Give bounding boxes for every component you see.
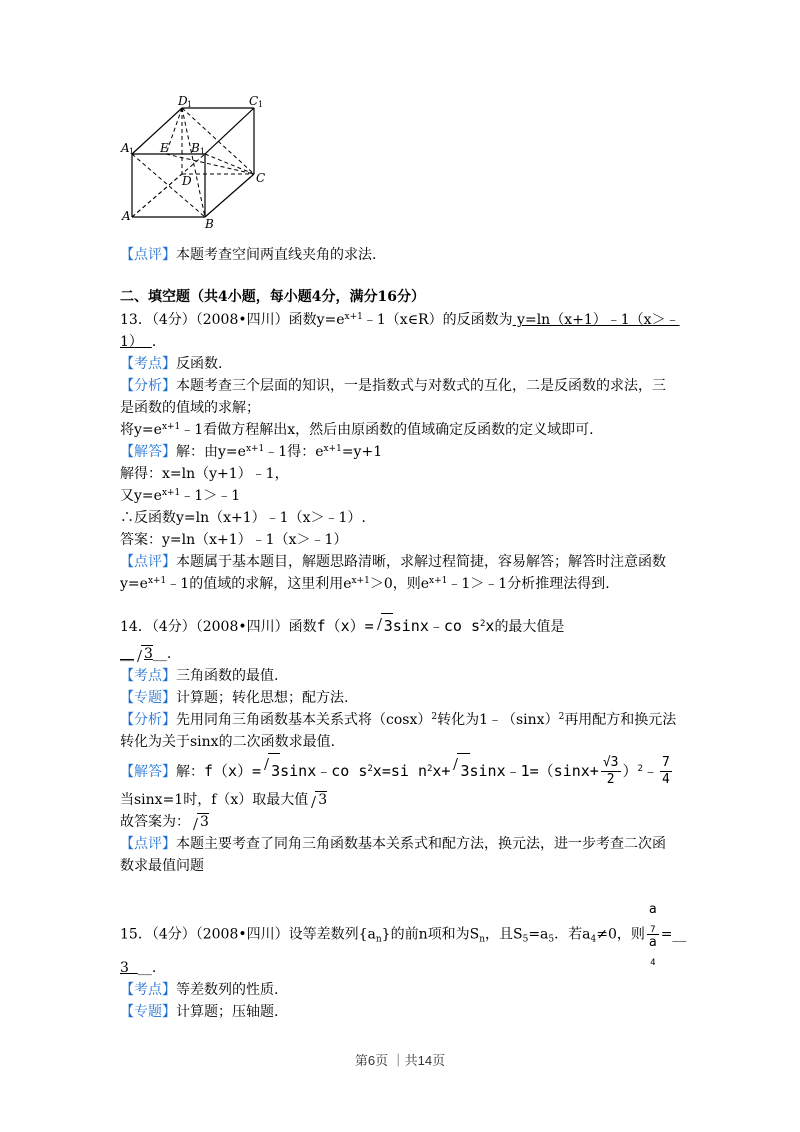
q14-kaodian: 【考点】三角函数的最值. [120, 668, 279, 684]
q15-kaodian: 【考点】等差数列的性质. [120, 982, 279, 998]
svg-text:1: 1 [129, 147, 135, 156]
page-footer: 第6页 ｜共14页 [354, 1053, 446, 1068]
q15-stem: 15．（4分）（2008•四川）设等差数列$\{a_n\}$的前n项和为$S_n$，且$S_5=a_5$．若$a_4\ne 0$，则 a $_7$ a $_4$ =__ [120, 902, 687, 968]
label-d: D [182, 174, 192, 188]
q13-dianping: 【点评】本题属于基本题目，解题思路清晰，求解过程简捷，容易解答；解答时注意函数 [120, 554, 666, 570]
svg-text:1: 1 [187, 100, 193, 109]
label-e: E [160, 141, 169, 155]
label-d1: D [178, 94, 188, 108]
q14-jieda: 【解答】解：f（x）= 3sinx﹣co $s^2x=si$ $n^2x+$ 3sinx﹣1=（sinx+ $\frac{√3}{2}$ ）$^2$﹣ $\frac{7}{4}$ [120, 752, 674, 791]
q14-fenxi: 【分析】先用同角三角函数基本关系式将$(\cos x)^2$转化为$1﹣(\sin x)^2$再用配方和换元法 [120, 712, 677, 728]
section-heading: 二、填空题（共4小题，每小题4分，满分16分） [120, 289, 425, 305]
label-c1: C [249, 94, 259, 108]
label-a1: A [121, 141, 130, 155]
label-b1: B [191, 141, 200, 155]
label-c: C [256, 171, 266, 185]
q13-jieda: 【解答】解：由$y=e^{x+1}﹣1$得：$e^{x+1}=y+1$ [120, 444, 383, 460]
q13-answer: y=ln（x+1）﹣1（x＞﹣ [512, 312, 680, 328]
label-a: A [122, 209, 131, 223]
cube-figure [118, 92, 278, 232]
q13-kaodian: 【考点】反函数. [120, 356, 223, 372]
label-b: B [205, 217, 214, 231]
q15-zhuanti: 【专题】计算题；压轴题. [120, 1004, 279, 1020]
q12-comment: 【点评】本题考查空间两直线夹角的求法. [120, 247, 377, 263]
q14-stem: 14．（4分）（2008•四川）函数f（x）= 3sinx﹣co $s^2x$的最大值是 [120, 612, 564, 641]
q14-answer: __ 3__. [120, 646, 172, 662]
q13-fenxi: 【分析】本题考查三个层面的知识，一是指数式与对数式的互化，二是反函数的求法，三 [120, 378, 666, 394]
q14-zhuanti: 【专题】计算题；转化思想；配方法. [120, 690, 349, 706]
q14-dianping: 【点评】本题主要考查了同角三角函数基本关系式和配方法，换元法，进一步考查二次函 [120, 836, 666, 852]
svg-text:1: 1 [258, 100, 264, 109]
q15-answer: 3 __. [120, 960, 157, 976]
svg-text:1: 1 [200, 147, 206, 156]
q13-stem: 13．（4分）（2008•四川）函数$y=e^{x+1}﹣1(x\in R)$的反函数为 y=ln（x+1）﹣1（x＞﹣ [120, 312, 680, 328]
